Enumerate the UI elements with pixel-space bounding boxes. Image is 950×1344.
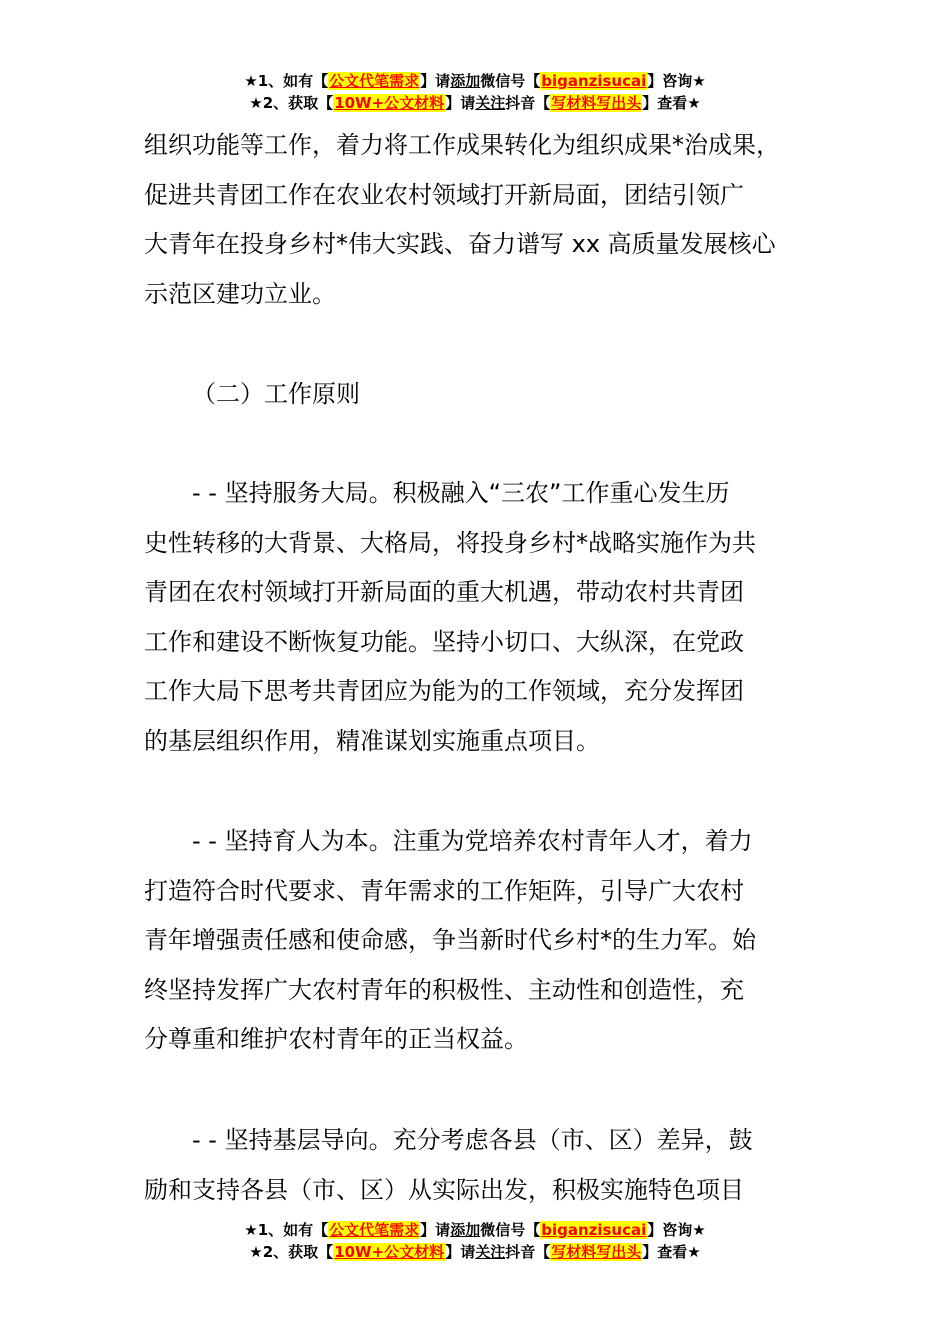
text-line: 打造符合时代要求、青年需求的工作矩阵，引导广大农村 [144,876,744,905]
banner-highlight-wechat-id: biganzisucai [541,1221,647,1239]
text-line: 史性转移的大背景、大格局，将投身乡村*战略实施作为共 [144,528,756,557]
text-line: 工作和建设不断恢复功能。坚持小切口、大纵深，在党政 [144,627,744,656]
banner-highlight-douyin: 写材料写出头 [551,1243,642,1261]
top-banner [0,70,950,114]
text-line: 组织功能等工作，着力将工作成果转化为组织成果*治成果， [144,131,780,159]
banner-highlight-materials: 10W+公文材料 [334,1243,445,1261]
text-line: 示范区建功立业。 [144,279,336,308]
section-heading [144,370,858,420]
text-line: 终坚持发挥广大农村青年的积极性、主动性和创造性，充 [144,975,744,1004]
heading-text: （二）工作原则 [192,380,360,408]
banner-highlight-ghostwriting: 公文代笔需求 [329,72,420,90]
text-line: 的基层组织作用，精准谋划实施重点项目。 [144,726,600,755]
text-line: - - 坚持基层导向。充分考虑各县（市、区）差异，鼓 [192,1126,753,1154]
text-line: 励和支持各县（市、区）从实际出发，积极实施特色项目 [144,1175,744,1204]
text-line: 促进共青团工作在农业农村领域打开新局面，团结引领广 [144,180,744,209]
paragraph-grassroots-body [144,1166,810,1216]
banner-line-1: ★1、如有【公文代笔需求】请添加微信号【biganzisucai】咨询★ [244,72,706,90]
text-line: 工作大局下思考共青团应为能为的工作领域，充分发挥团 [144,677,744,706]
bottom-banner [0,1219,950,1263]
banner-highlight-materials: 10W+公文材料 [334,94,445,112]
paragraph-serve-overall [144,469,810,519]
banner-highlight-ghostwriting: 公文代笔需求 [329,1221,420,1239]
paragraph-grassroots [144,1116,810,1166]
paragraph-serve-overall-body [144,519,810,767]
banner-highlight-douyin: 写材料写出头 [551,94,642,112]
text-line: - - 坚持育人为本。注重为党培养农村青年人才，着力 [192,827,753,855]
text-line: 青年增强责任感和使命感，争当新时代乡村*的生力军。始 [144,926,756,955]
text-line: 大青年在投身乡村*伟大实践、奋力谱写 xx 高质量发展核心 [144,230,776,259]
paragraph-people-oriented [144,817,810,867]
banner-line-2: ★2、获取【10W+公文材料】请关注抖音【写材料写出头】查看★ [249,1243,701,1261]
text-line: 分尊重和维护农村青年的正当权益。 [144,1025,528,1054]
paragraph-people-oriented-body [144,867,810,1065]
banner-line-2: ★2、获取【10W+公文材料】请关注抖音【写材料写出头】查看★ [249,94,701,112]
banner-line-1: ★1、如有【公文代笔需求】请添加微信号【biganzisucai】咨询★ [244,1221,706,1239]
text-line: - - 坚持服务大局。积极融入“三农”工作重心发生历 [192,479,730,507]
text-line: 青团在农村领域打开新局面的重大机遇，带动农村共青团 [144,578,744,607]
paragraph-continuation [144,121,810,319]
banner-highlight-wechat-id: biganzisucai [541,72,647,90]
